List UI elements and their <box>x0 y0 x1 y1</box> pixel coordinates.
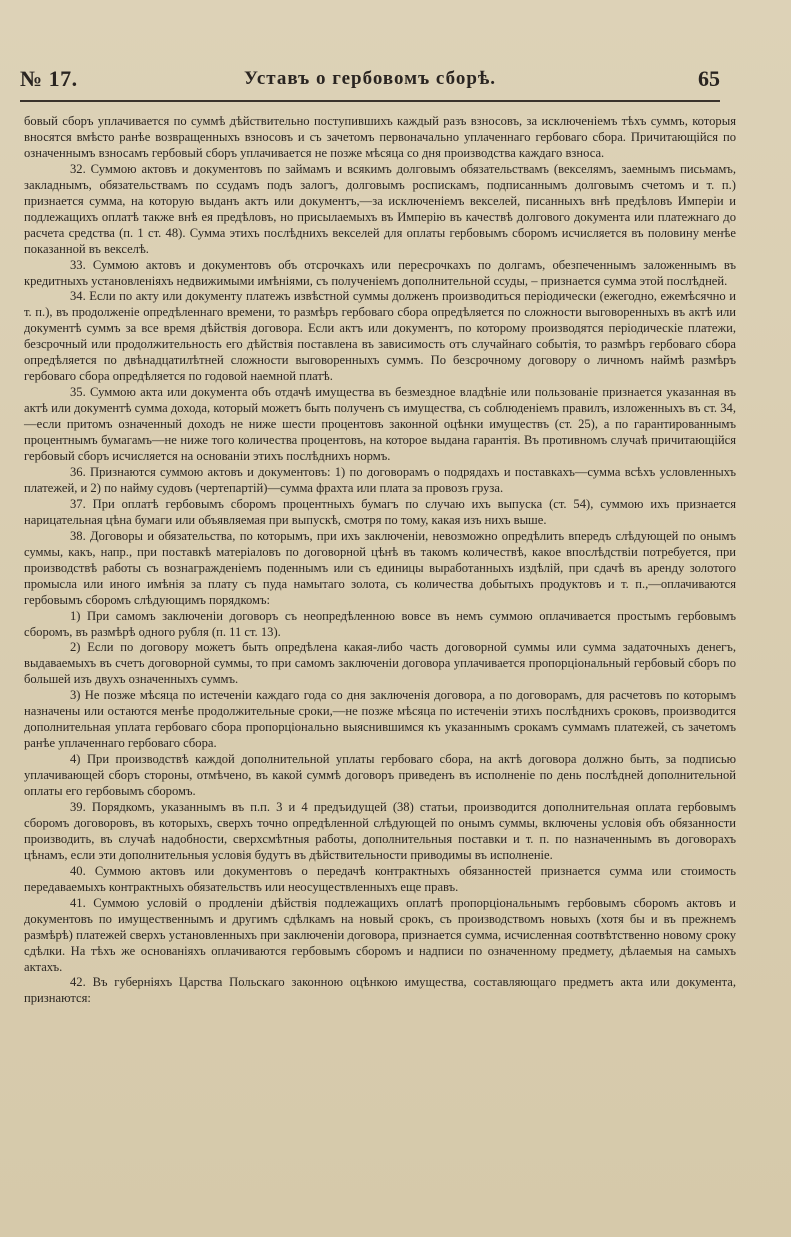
paragraph: 42. Въ губерніяхъ Царства Польскаго законною оцѣнкою имущества, составляющаго предметъ акта или документа, признаются: <box>24 975 736 1006</box>
body-text <box>24 114 736 1007</box>
page-number: 65 <box>698 66 720 91</box>
paragraph: 34. Если по акту или документу платежъ извѣстной суммы долженъ производиться періодически (ежегодно, ежемѣсячно и т. п.), въ продолженіе опредѣленнаго времени, то размѣръ гербоваго сбора опредѣляется по сложности выговоренныхъ въ актѣ или документѣ суммъ за все время дѣйствія договора. Если актъ или документъ, по которому производятся періодическіе платежи, безсрочный или продолжительность его дѣйствія поставлена въ зависимость отъ случайнаго событія, то размѣръ гербоваго сбора опредѣляется по двѣнадцатилѣтней сложности выговоренныхъ суммъ. По безсрочному договору о личномъ наймѣ размѣръ гербоваго сбора опредѣляется по годовой наемной платѣ. <box>24 289 736 384</box>
paragraph: 1) При самомъ заключеніи договоръ съ неопредѣленною вовсе въ немъ суммою оплачивается простымъ гербовымъ сборомъ, въ размѣрѣ одного рубля (п. 11 ст. 13). <box>24 608 736 639</box>
paragraph: 33. Суммою актовъ и документовъ объ отсрочкахъ или пересрочкахъ по долгамъ, обезпеченнымъ заложеннымъ въ кредитныхъ установленіяхъ недвижимыми имѣніями, съ полученіемъ дополнительной ссуды, – признается сумма этой послѣдней. <box>24 257 736 288</box>
paragraph: 3) Не позже мѣсяца по истеченіи каждаго года со дня заключенія договора, а по договорамъ, для расчетовъ по которымъ назначены или остаются менѣе продолжительные сроки,—не позже мѣсяца по истеченіи этихъ послѣднихъ сроковъ, производится дополнительная уплата гербоваго сбора пропорціонально выяснившимся къ указаннымъ срокамъ суммамъ платежей, съ зачетомъ ранѣе уплаченнаго гербоваго сбора. <box>24 688 736 751</box>
issue-number: № 17. <box>20 66 78 91</box>
paragraph: 32. Суммою актовъ и документовъ по займамъ и всякимъ долговымъ обязательствамъ (векселямъ, заемнымъ письмамъ, закладнымъ, обязательствамъ по ссудамъ подъ залогъ, долговымъ роспискамъ, подписаннымъ долговымъ счетомъ и т. п.) признается сумма, на которую выданъ актъ или документъ,—за исключеніемъ векселей, писанныхъ внѣ предѣловъ Имперіи и подлежащихъ оплатѣ также внѣ ея предѣловъ, но присылаемыхъ въ Имперію въ качествѣ долгового документа или платежнаго до расчета средства (п. 1 ст. 48). Сумма этихъ послѣднихъ векселей для оплаты гербовымъ сборомъ исчисляется въ половину менѣе показанной въ векселѣ. <box>24 161 736 256</box>
paragraph: 2) Если по договору можетъ быть опредѣлена какая-либо часть договорной суммы или сумма задаточныхъ денегъ, выдаваемыхъ въ счетъ договорной суммы, то при самомъ заключеніи договора уплачивается пропорціональный гербовый сборъ по большей изъ двухъ означенныхъ суммъ. <box>24 640 736 687</box>
paragraph: 41. Суммою условій о продленіи дѣйствія подлежащихъ оплатѣ пропорціональнымъ гербовымъ сборомъ актовъ и документовъ по имущественнымъ и другимъ сдѣлкамъ на новый срокъ, съ производствомъ новыхъ (хотя бы и въ прежнемъ размѣрѣ) платежей сверхъ установленныхъ при заключеніи договора, признается сумма, исчисленная соотвѣтственно новому сроку сдѣлки. На тѣхъ же основаніяхъ оплачиваются гербовымъ сборомъ и надписи по означенному предмету, дѣлаемыя на самыхъ актахъ. <box>24 895 736 974</box>
header-rule <box>20 100 720 102</box>
paragraph: 37. При оплатѣ гербовымъ сборомъ процентныхъ бумагъ по случаю ихъ выпуска (ст. 54), суммою ихъ признается нарицательная цѣна бумаги или объявляемая при выпускѣ, смотря по тому, какая изъ нихъ выше. <box>24 496 736 527</box>
paragraph: 35. Суммою акта или документа объ отдачѣ имущества въ безмездное владѣніе или пользованіе признается указанная въ актѣ или документѣ сумма дохода, который можетъ быть полученъ съ имущества, съ соблюденіемъ правилъ, изложенныхъ въ ст. 34,—если притомъ означенный доходъ не ниже шести процентовъ законной оцѣнки имуществъ (ст. 25), а по гарантированнымъ процентнымъ бумагамъ—не ниже того количества процентовъ, на которое выдана гарантія. Въ противномъ случаѣ причитающійся гербовый сборъ исчисляется на основаніи этихъ послѣднихъ нормъ. <box>24 385 736 464</box>
paragraph: 39. Порядкомъ, указаннымъ въ п.п. 3 и 4 предъидущей (38) статьи, производится дополнительная оплата гербовымъ сборомъ договоровъ, въ которыхъ, сверхъ точно опредѣленной слѣдующей по онымъ суммы, включены условія объ обязанности производить, въ случаѣ надобности, сверхсмѣтныя работы, дополнительныя поставки и т. п. по назначеннымъ въ договорахъ цѣнамъ, если эти дополнительныя условія будутъ въ дѣйствительности приводимы въ исполненіе. <box>24 799 736 862</box>
paragraph: бовый сборъ уплачивается по суммѣ дѣйствительно поступившихъ каждый разъ взносовъ, за исключеніемъ тѣхъ суммъ, которыя вносятся вмѣсто ранѣе возвращенныхъ взносовъ и съ зачетомъ первоначально уплаченнаго гербоваго сбора. Причитающійся по означеннымъ взносамъ гербовый сборъ уплачивается не позже мѣсяца со дня производства каждаго взноса. <box>24 114 736 160</box>
paragraph: 38. Договоры и обязательства, по которымъ, при ихъ заключеніи, невозможно опредѣлить впередъ слѣдующей по онымъ суммы, какъ, напр., при поставкѣ матеріаловъ по договорной цѣнѣ въ такомъ количествѣ, какое впослѣдствіи потребуется, при производствѣ работы съ вознагражденіемъ поденнымъ или съ единицы выработанныхъ издѣлій, при сдачѣ въ аренду золотого промысла или иного имѣнія за плату съ пуда намытаго золота, съ количества добытыхъ продуктовъ и т. п.,—оплачиваются гербовымъ сборомъ слѣдующимъ порядкомъ: <box>24 528 736 607</box>
paragraph: 36. Признаются суммою актовъ и документовъ: 1) по договорамъ о подрядахъ и поставкахъ—сумма всѣхъ условленныхъ платежей, и 2) по найму судовъ (чертепартій)—сумма фрахта или плата за провозъ груза. <box>24 464 736 495</box>
page-header <box>20 66 720 96</box>
paragraph: 40. Суммою актовъ или документовъ о передачѣ контрактныхъ обязанностей признается сумма или стоимость передаваемыхъ контрактныхъ обязательствъ или неосуществленныхъ еще правъ. <box>24 863 736 894</box>
running-title: Уставъ о гербовомъ сборѣ. <box>243 68 497 89</box>
paragraph: 4) При производствѣ каждой дополнительной уплаты гербоваго сбора, на актѣ договора должно быть, за подписью уплачивающей сборъ стороны, отмѣчено, въ какой суммѣ договоръ приведенъ въ исполненіе по день послѣдней дополнительной оплаты его гербовымъ сборомъ. <box>24 752 736 799</box>
